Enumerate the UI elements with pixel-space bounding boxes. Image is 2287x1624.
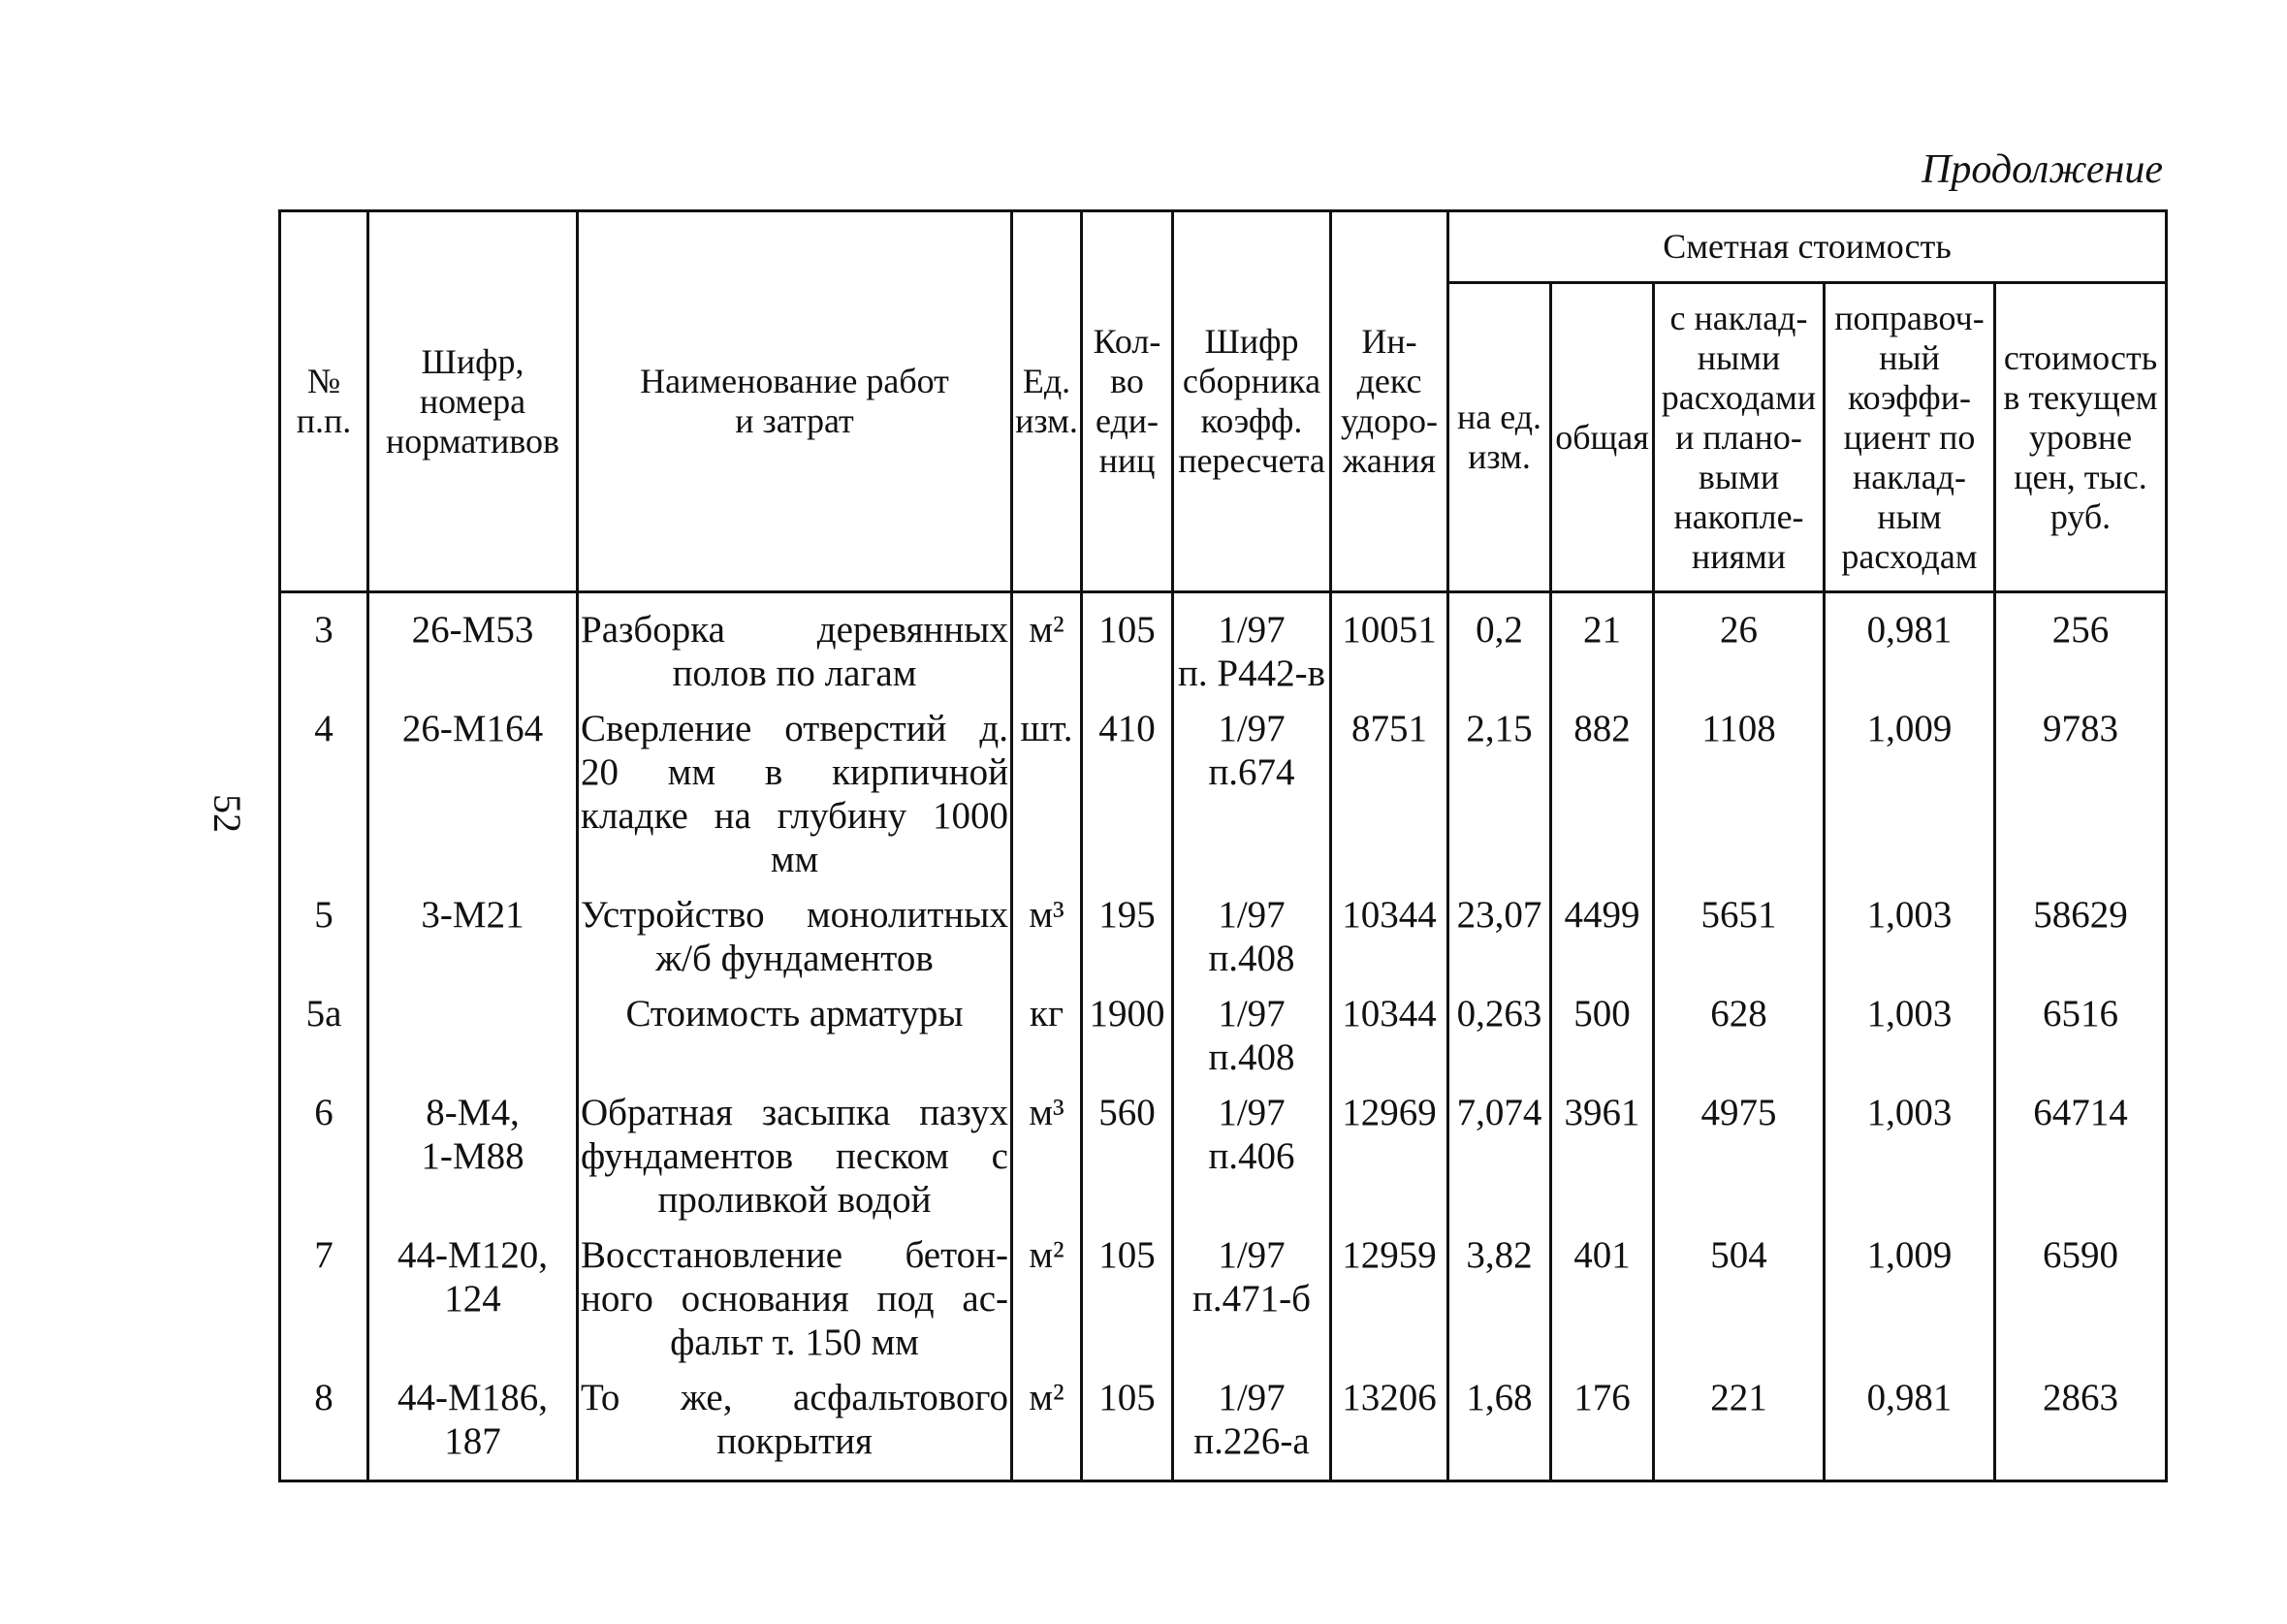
header-per-unit: на ед. изм. — [1448, 283, 1551, 592]
table-row — [280, 986, 2167, 1085]
cell-collection — [1173, 1085, 1331, 1227]
header-current: стоимость в текущем уровне цен, тыс. руб. — [1995, 283, 2167, 592]
cell-line: кладке на глубину 1000 — [581, 795, 1008, 837]
header-row — [280, 211, 2167, 283]
cell-line: п. Р442-в — [1178, 653, 1325, 694]
cell-total: 176 — [1551, 1370, 1654, 1481]
cell-index: 8751 — [1331, 701, 1448, 887]
header-collection: Шифр сборника коэфф. пересчета — [1173, 211, 1331, 592]
cell-correction: 0,981 — [1825, 1370, 1995, 1481]
cell-line: полов по лагам — [672, 653, 917, 694]
cell-qty: 105 — [1082, 1227, 1173, 1370]
cell-line: покрытия — [716, 1420, 873, 1462]
cell-line: ного основания под ас- — [581, 1278, 1008, 1320]
cell-per-unit: 2,15 — [1448, 701, 1551, 887]
cell-with-overhead: 4975 — [1654, 1085, 1825, 1227]
cell-line: п.408 — [1208, 1036, 1295, 1078]
header-code: Шифр, номера нормативов — [368, 211, 578, 592]
cell-line: мм — [770, 839, 819, 880]
table-body — [280, 592, 2167, 1481]
cell-with-overhead: 26 — [1654, 592, 1825, 702]
cell-index: 10344 — [1331, 887, 1448, 986]
cell-line: фальт т. 150 мм — [670, 1321, 919, 1363]
cell-line: Устройство монолитных — [581, 894, 1008, 936]
cell-collection — [1173, 1370, 1331, 1481]
table-row — [280, 1370, 2167, 1481]
cell-current: 256 — [1995, 592, 2167, 702]
cell-line: Восстановление бетон- — [581, 1234, 1008, 1276]
cell-line: п.408 — [1208, 938, 1295, 979]
cell-collection — [1173, 592, 1331, 702]
cell-num: 3 — [280, 592, 368, 702]
cell-total: 500 — [1551, 986, 1654, 1085]
cell-line: Стоимость арматуры — [625, 993, 964, 1035]
cell-code — [368, 1370, 578, 1481]
cell-current: 58629 — [1995, 887, 2167, 986]
cell-name — [578, 592, 1012, 702]
cell-name — [578, 701, 1012, 887]
cell-unit: шт. — [1012, 701, 1082, 887]
header-total: общая — [1551, 283, 1654, 592]
cell-code: 26-М164 — [368, 701, 578, 887]
header-num: № п.п. — [280, 211, 368, 592]
cell-line: 1/97 — [1218, 894, 1286, 936]
cell-total: 4499 — [1551, 887, 1654, 986]
cell-line: 8-М4, — [426, 1092, 520, 1133]
cell-qty: 105 — [1082, 592, 1173, 702]
cell-num: 8 — [280, 1370, 368, 1481]
cell-num: 7 — [280, 1227, 368, 1370]
header-qty: Кол- во еди- ниц — [1082, 211, 1173, 592]
header-correction: поправоч- ный коэффи- циент по наклад- ным расходам — [1825, 283, 1995, 592]
cell-qty: 1900 — [1082, 986, 1173, 1085]
cell-line: 1-М88 — [421, 1135, 524, 1177]
cell-line: 1/97 — [1218, 993, 1286, 1035]
cell-with-overhead: 5651 — [1654, 887, 1825, 986]
table-row — [280, 1085, 2167, 1227]
header-unit: Ед. изм. — [1012, 211, 1082, 592]
cell-name — [578, 986, 1012, 1085]
cell-num: 6 — [280, 1085, 368, 1227]
cell-line: 1/97 — [1218, 1377, 1286, 1418]
cell-line: 20 мм в кирпичной — [581, 751, 1008, 793]
cell-per-unit: 0,263 — [1448, 986, 1551, 1085]
cell-code: 3-М21 — [368, 887, 578, 986]
cell-line: п.226-а — [1193, 1420, 1310, 1462]
cell-num: 4 — [280, 701, 368, 887]
cell-current: 6590 — [1995, 1227, 2167, 1370]
cell-per-unit: 3,82 — [1448, 1227, 1551, 1370]
cell-line: Обратная засыпка пазух — [581, 1092, 1008, 1133]
cell-line: Разборка деревянных — [581, 609, 1008, 651]
cell-line: проливкой водой — [657, 1179, 932, 1221]
cell-collection — [1173, 887, 1331, 986]
cell-current: 9783 — [1995, 701, 2167, 887]
cell-unit: м² — [1012, 1227, 1082, 1370]
cell-current: 64714 — [1995, 1085, 2167, 1227]
table-header — [280, 211, 2167, 592]
cell-total: 882 — [1551, 701, 1654, 887]
cell-correction: 1,009 — [1825, 1227, 1995, 1370]
cell-qty: 195 — [1082, 887, 1173, 986]
cell-line: То же, асфальтового — [581, 1377, 1008, 1418]
cell-unit: м² — [1012, 1370, 1082, 1481]
cell-qty: 410 — [1082, 701, 1173, 887]
cell-total: 3961 — [1551, 1085, 1654, 1227]
cell-index: 12959 — [1331, 1227, 1448, 1370]
cell-collection — [1173, 986, 1331, 1085]
cell-correction: 0,981 — [1825, 592, 1995, 702]
cell-line: фундаментов песком с — [581, 1135, 1008, 1177]
cell-index: 10344 — [1331, 986, 1448, 1085]
cell-line: п.406 — [1208, 1135, 1295, 1177]
cell-current: 2863 — [1995, 1370, 2167, 1481]
cell-line: Сверление отверстий д. — [581, 708, 1008, 749]
cell-code — [368, 986, 578, 1085]
cell-num: 5 — [280, 887, 368, 986]
cell-line: 1/97 — [1218, 609, 1286, 651]
cell-current: 6516 — [1995, 986, 2167, 1085]
cell-num: 5а — [280, 986, 368, 1085]
cell-correction: 1,003 — [1825, 1085, 1995, 1227]
cell-unit: м² — [1012, 592, 1082, 702]
estimate-table — [278, 209, 2168, 1482]
cell-correction: 1,009 — [1825, 701, 1995, 887]
cell-with-overhead: 504 — [1654, 1227, 1825, 1370]
table-row — [280, 887, 2167, 986]
cell-index: 10051 — [1331, 592, 1448, 702]
cell-code — [368, 1085, 578, 1227]
table-row — [280, 1227, 2167, 1370]
cell-qty: 105 — [1082, 1370, 1173, 1481]
cell-collection — [1173, 701, 1331, 887]
cell-with-overhead: 1108 — [1654, 701, 1825, 887]
cell-with-overhead: 628 — [1654, 986, 1825, 1085]
cell-name — [578, 887, 1012, 986]
cell-per-unit: 23,07 — [1448, 887, 1551, 986]
header-name: Наименование работ и затрат — [578, 211, 1012, 592]
cell-total: 21 — [1551, 592, 1654, 702]
cell-index: 13206 — [1331, 1370, 1448, 1481]
cell-name — [578, 1085, 1012, 1227]
cell-code — [368, 1227, 578, 1370]
cell-correction: 1,003 — [1825, 986, 1995, 1085]
cell-correction: 1,003 — [1825, 887, 1995, 986]
header-cost-group: Сметная стоимость — [1448, 211, 2167, 283]
cell-line: п.471-б — [1192, 1278, 1311, 1320]
cell-line: п.674 — [1208, 751, 1295, 793]
cell-line: ж/б фундаментов — [655, 938, 934, 979]
cell-name — [578, 1227, 1012, 1370]
page-number: 52 — [206, 794, 249, 833]
cell-name — [578, 1370, 1012, 1481]
cell-unit: м³ — [1012, 887, 1082, 986]
header-with-overhead: с наклад- ными расходами и плано- выми накопле- ниями — [1654, 283, 1825, 592]
cell-code: 26-М53 — [368, 592, 578, 702]
cell-collection — [1173, 1227, 1331, 1370]
cell-per-unit: 0,2 — [1448, 592, 1551, 702]
cell-unit: м³ — [1012, 1085, 1082, 1227]
cell-per-unit: 7,074 — [1448, 1085, 1551, 1227]
cell-per-unit: 1,68 — [1448, 1370, 1551, 1481]
cell-line: 1/97 — [1218, 1234, 1286, 1276]
cell-with-overhead: 221 — [1654, 1370, 1825, 1481]
continuation-label: Продолжение — [1922, 147, 2163, 192]
cell-line: 1/97 — [1218, 1092, 1286, 1133]
cell-line: 44-М186, — [397, 1377, 548, 1418]
cell-line: 124 — [444, 1278, 501, 1320]
cell-line: 187 — [444, 1420, 501, 1462]
header-index: Ин- декс удоро- жания — [1331, 211, 1448, 592]
cell-line: 44-М120, — [397, 1234, 548, 1276]
cell-index: 12969 — [1331, 1085, 1448, 1227]
cell-total: 401 — [1551, 1227, 1654, 1370]
table-row — [280, 701, 2167, 887]
table-row — [280, 592, 2167, 702]
cell-line: 1/97 — [1218, 708, 1286, 749]
cell-qty: 560 — [1082, 1085, 1173, 1227]
cell-unit: кг — [1012, 986, 1082, 1085]
